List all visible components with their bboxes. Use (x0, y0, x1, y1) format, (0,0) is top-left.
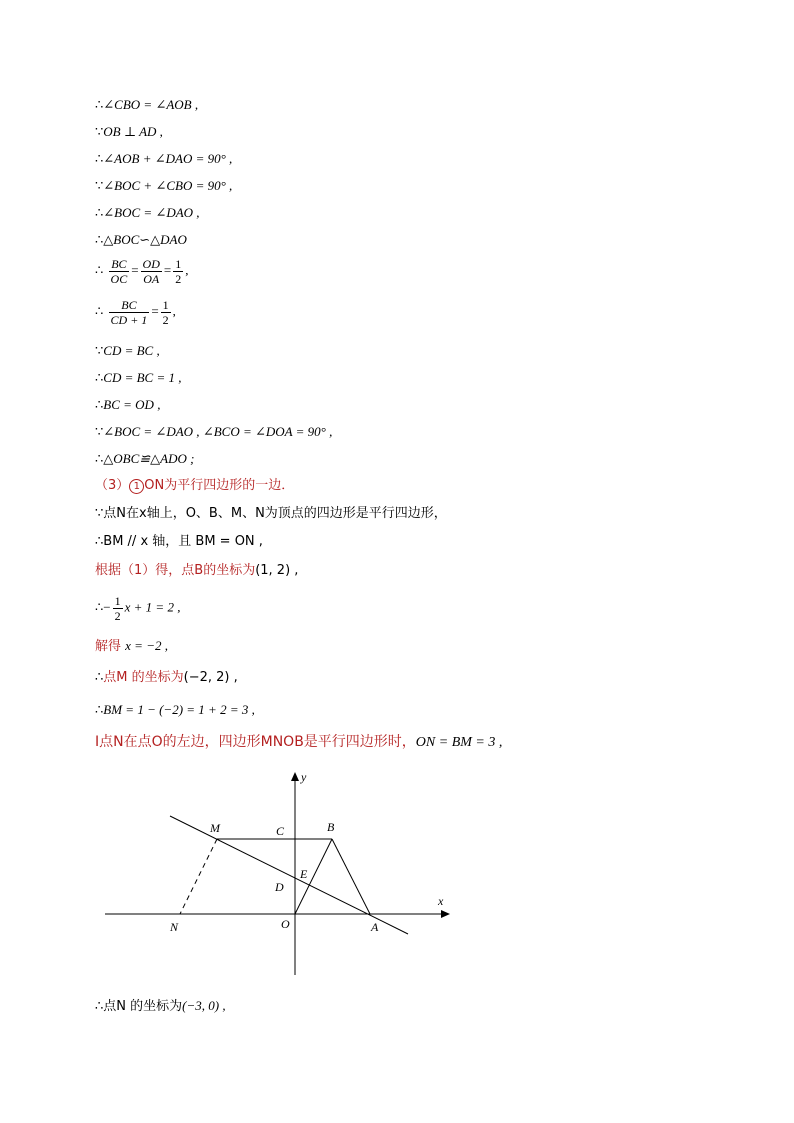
fraction-bc-cd1: $\frac{BC}{CD + 1}$ (110, 298, 148, 327)
x-axis-arrow (441, 910, 450, 918)
fraction-bc-oc: $\frac{BC}{OC}$ (110, 257, 128, 286)
label-c: C (276, 824, 285, 838)
label-e: E (300, 867, 308, 881)
proof-line-11: ∴BC = OD , (95, 397, 161, 412)
proof-line-19: 解得 x = −2 , (95, 638, 168, 654)
label-d: D (275, 880, 284, 894)
proof-line-8: ∴ $\frac{BC}{CD + 1}$ = $\frac{1}{2}$ , (95, 298, 176, 327)
proof-line-21: ∴BM = 1 − (−2) = 1 + 2 = 3 , (95, 702, 255, 717)
proof-line-2: ∵OB ⊥ AD , (95, 124, 163, 139)
fraction-od-oa: $\frac{OD}{OA}$ (142, 257, 160, 286)
proof-line-5: ∴∠BOC = ∠DAO , (95, 205, 200, 220)
proof-line-23: ∴点N 的坐标为(−3, 0) , (95, 998, 226, 1014)
label-x: x (438, 894, 444, 908)
proof-line-10: ∴CD = BC = 1 , (95, 370, 182, 385)
segment-ba (332, 839, 370, 914)
proof-line-6: ∴△BOC∽△DAO (95, 232, 187, 247)
label-m: M (210, 821, 220, 835)
label-b: B (327, 820, 335, 834)
proof-line-4: ∵∠BOC + ∠CBO = 90° , (95, 178, 233, 193)
fraction-one-half-2: $\frac{1}{2}$ (162, 298, 169, 327)
proof-line-16: ∴BM // x 轴，且 BM = ON , (95, 534, 263, 549)
proof-line-1: ∴∠CBO = ∠AOB , (95, 97, 199, 112)
fraction-one-half: $\frac{1}{2}$ (175, 257, 182, 286)
proof-line-17: 根据（1）得，点B的坐标为(1, 2) , (95, 563, 299, 578)
label-o: O (281, 917, 290, 931)
segment-mn-dashed (180, 839, 217, 914)
y-axis-arrow (291, 772, 299, 781)
part-3-heading: （3） 1 ON为平行四边形的一边． (95, 478, 295, 493)
proof-line-22: Ⅰ点N在点O的左边，四边形MNOB是平行四边形时，ON = BM = 3 , (95, 734, 503, 750)
fraction-neg-half: $\frac{1}{2}$ (114, 594, 121, 623)
proof-line-13: ∴△OBC≌△ADO ; (95, 451, 195, 466)
proof-line-12: ∵∠BOC = ∠DAO , ∠BCO = ∠DOA = 90° , (95, 424, 333, 439)
proof-line-7: ∴ $\frac{BC}{OC}$ = $\frac{OD}{OA}$ = $\frac{1}{2}$ , (95, 257, 189, 286)
proof-line-18: ∴− $\frac{1}{2}$ x + 1 = 2 , (95, 594, 181, 623)
proof-line-9: ∵CD = BC , (95, 343, 160, 358)
label-n: N (170, 920, 179, 934)
proof-line-3: ∴∠AOB + ∠DAO = 90° , (95, 151, 233, 166)
label-a: A (371, 920, 379, 934)
proof-line-20: ∴点M 的坐标为(−2, 2) , (95, 670, 238, 685)
label-y: y (301, 770, 307, 784)
circled-number: 1 (129, 479, 144, 494)
proof-line-15: ∵点N在x轴上，O、B、M、N为顶点的四边形是平行四边形， (95, 506, 447, 521)
